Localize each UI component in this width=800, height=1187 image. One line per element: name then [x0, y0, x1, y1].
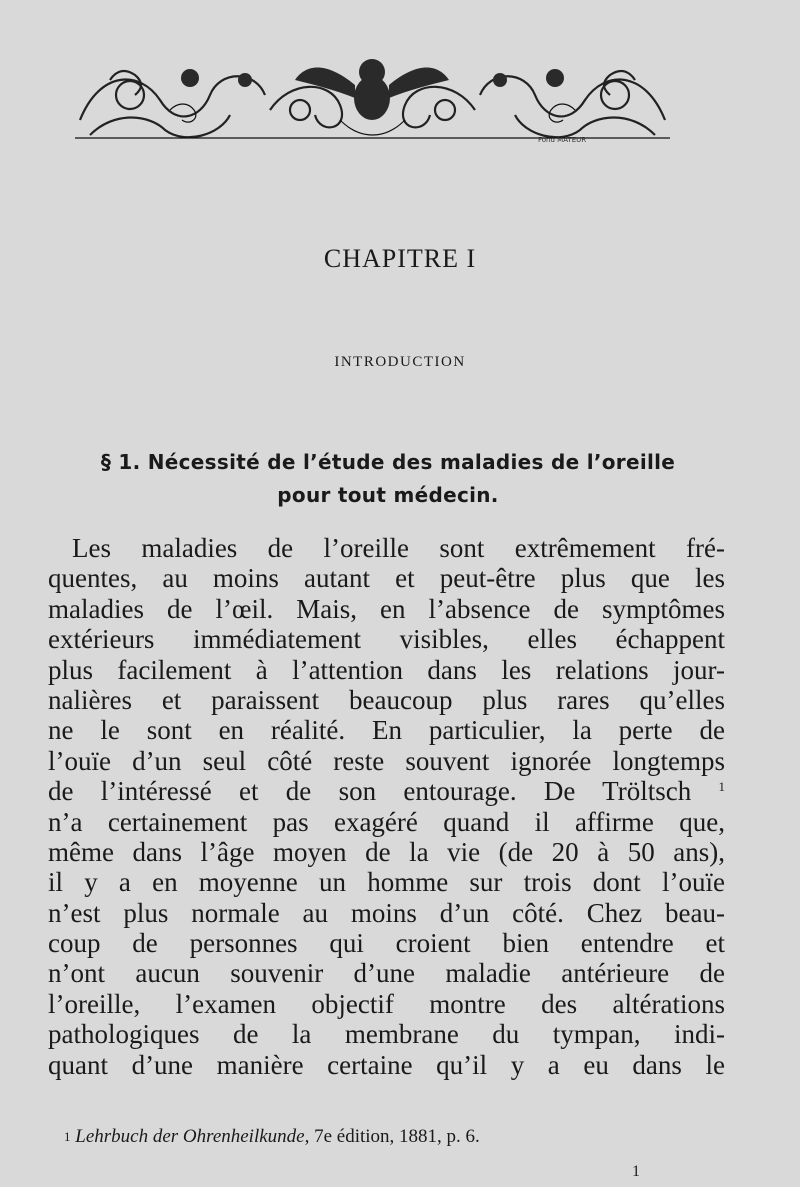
- footnote: [64, 1126, 764, 1148]
- body-line: même dans l’âge moyen de la vie (de 20 à 50 ans),: [48, 836, 725, 867]
- body-line: pathologiques de la membrane du tympan, indi-: [48, 1019, 725, 1050]
- body-line: l’oreille, l’examen objectif montre des altérations: [48, 988, 725, 1019]
- body-line: l’ouïe d’un seul côté reste souvent ignorée longtemps: [48, 745, 725, 776]
- body-line: extérieurs immédiatement visibles, elles échappent: [48, 624, 725, 655]
- body-line-with-footnote-ref: [48, 776, 725, 806]
- chapter-title: CHAPITRE I: [323, 244, 477, 273]
- body-line: ne le sont en réalité. En particulier, la perte de: [48, 715, 725, 746]
- section-label: INTRODUCTION: [334, 354, 466, 370]
- body-line: coup de personnes qui croient bien entendre et: [48, 928, 725, 959]
- body-line: maladies de l’œil. Mais, en l’absence de symptômes: [48, 593, 725, 624]
- body-line: quant d’une manière certaine qu’il y a eu dans le: [48, 1049, 725, 1080]
- decorative-headpiece-ornament: [70, 50, 675, 145]
- section-heading: [48, 446, 728, 512]
- body-line: n’a certainement pas exagéré quand il affirme que,: [48, 806, 725, 837]
- section-heading-line-2: pour tout médecin.: [277, 483, 499, 507]
- body-line: n’ont aucun souvenir d’une maladie antérieure de: [48, 958, 725, 989]
- body-line-text: de l’intéressé et de son entourage. De Tröltsch: [48, 776, 692, 807]
- footnote-reference: 1: [718, 779, 725, 795]
- page-number: 1: [632, 1163, 640, 1180]
- ornament-engraver-credit: Fond MATEUR: [538, 136, 587, 144]
- footnote-citation: 7e édition, 1881, p. 6.: [309, 1126, 480, 1147]
- body-line: quentes, au moins autant et peut-être plus que les: [48, 563, 725, 594]
- footnote-book-title: Lehrbuch der Ohrenheilkunde,: [75, 1126, 310, 1147]
- body-paragraph: [48, 533, 725, 1080]
- footnote-marker: 1: [64, 1129, 71, 1144]
- body-line: plus facilement à l’attention dans les relations jour-: [48, 654, 725, 685]
- body-line: Les maladies de l’oreille sont extrêmement fré-: [72, 533, 725, 563]
- body-line: n’est plus normale au moins d’un côté. Chez beau-: [48, 897, 725, 928]
- section-heading-line-1: § 1. Nécessité de l’étude des maladies de l’oreille: [100, 450, 676, 474]
- body-line: il y a en moyenne un homme sur trois dont l’ouïe: [48, 867, 725, 898]
- body-line: nalières et paraissent beaucoup plus rares qu’elles: [48, 684, 725, 715]
